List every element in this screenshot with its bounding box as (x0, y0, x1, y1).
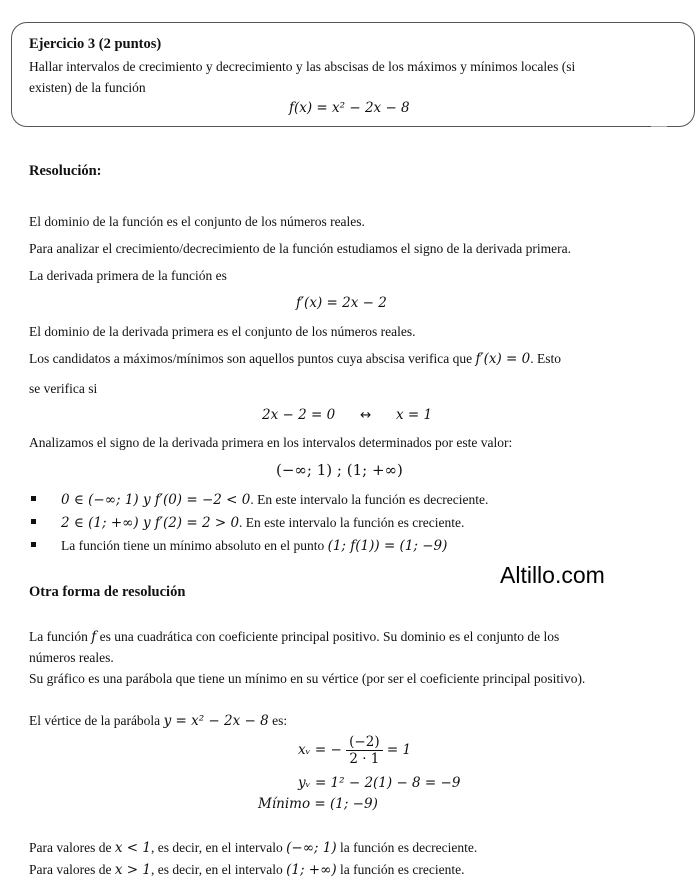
alternative-p1-start: La función (29, 629, 88, 644)
alternative-p4-interval: (−∞; 1) (286, 840, 337, 856)
equivalence-arrow: ↔ (360, 407, 372, 423)
alternative-p3-start: El vértice de la parábola (29, 713, 161, 728)
equation-right: x = 1 (396, 407, 433, 423)
resolution-p7: Analizamos el signo de la derivada primera en los intervalos determinados por este valor: (29, 435, 513, 450)
bullet-marker (31, 542, 36, 547)
resolution-p5-text: Los candidatos a máximos/mínimos son aquellos puntos cuya abscisa verifica que (29, 351, 473, 366)
resolution-p3: La derivada primera de la función es (29, 268, 227, 283)
bullet-item-3 (61, 537, 447, 555)
bullet-3-math: (1; f(1)) = (1; −9) (327, 538, 448, 554)
alternative-p5-math: x > 1 (114, 862, 151, 878)
altillo-watermark: Altillo.com (500, 562, 605, 588)
exercise-title: Ejercicio 3 (2 puntos) (29, 36, 162, 52)
resolution-p6: se verifica si (29, 381, 98, 396)
alternative-p4 (29, 839, 477, 857)
bullet-marker (31, 496, 36, 501)
alternative-p3 (29, 712, 287, 730)
bullet-2-math: 2 ∈ (1; +∞) y f′(2) = 2 > 0 (61, 515, 240, 531)
alternative-p1-f: f (91, 629, 97, 645)
minimum-point: Mínimo = (1; −9) (258, 796, 378, 812)
exercise-statement-line1: Hallar intervalos de crecimiento y decrecimiento y las abscisas de los máximos y mínimos locales (si (29, 59, 576, 74)
vertex-x-rhs: = 1 (386, 742, 412, 758)
exercise-function: f(x) = x² − 2x − 8 (289, 100, 410, 116)
alternative-p4-start: Para valores de (29, 840, 112, 855)
alternative-p5-mid: , es decir, en el intervalo (150, 862, 283, 877)
alternative-p2: Su gráfico es una parábola que tiene un mínimo en su vértice (por ser el coeficiente principal positivo). (29, 671, 586, 686)
resolution-p5-end: . Esto (530, 351, 561, 366)
vertex-x-denominator: 2 · 1 (349, 751, 380, 767)
alternative-p1 (29, 628, 697, 646)
intervals: (−∞; 1) ; (1; +∞) (276, 461, 403, 479)
vertex-x-numerator: (−2) (346, 734, 382, 751)
alternative-p3-math: y = x² − 2x − 8 (163, 713, 269, 729)
alternative-p4-mid: , es decir, en el intervalo (150, 840, 283, 855)
vertex-x-formula (298, 734, 411, 767)
alternative-p4-math: x < 1 (114, 840, 151, 856)
bullet-1-math: 0 ∈ (−∞; 1) y f′(0) = −2 < 0 (61, 492, 251, 508)
vertex-x-fraction (346, 734, 382, 767)
resolution-p2: Para analizar el crecimiento/decrecimiento de la función estudiamos el signo de la derivada primera. (29, 241, 572, 256)
resolution-p1: El dominio de la función es el conjunto de los números reales. (29, 214, 365, 229)
bullet-marker (31, 519, 36, 524)
alternative-p5-end: la función es creciente. (340, 862, 465, 877)
exercise-box-underline (651, 126, 667, 127)
alternative-p4-end: la función es decreciente. (340, 840, 478, 855)
bullet-item-1 (61, 491, 488, 509)
alternative-p5-interval: (1; +∞) (286, 862, 337, 878)
bullet-1-text: . En este intervalo la función es decreciente. (250, 492, 489, 507)
bullet-3-text: La función tiene un mínimo absoluto en el punto (61, 538, 325, 553)
resolution-p5 (29, 350, 561, 368)
exercise-statement-line2: existen) de la función (29, 80, 146, 95)
alternative-p1-rest: es una cuadrática con coeficiente principal positivo. Su dominio es el conjunto de los (99, 629, 560, 644)
resolution-p4: El dominio de la derivada primera es el conjunto de los números reales. (29, 324, 416, 339)
resolution-heading: Resolución: (29, 163, 102, 179)
vertex-y-formula: yᵥ = 1² − 2(1) − 8 = −9 (298, 775, 461, 791)
equation-left: 2x − 2 = 0 (262, 407, 336, 423)
alternative-p3-end: es: (272, 713, 288, 728)
alternative-p5-start: Para valores de (29, 862, 112, 877)
bullet-2-text: . En este intervalo la función es creciente. (239, 515, 465, 530)
alternative-heading: Otra forma de resolución (29, 584, 186, 600)
alternative-p1-end: números reales. (29, 650, 114, 665)
resolution-p5-math: f′(x) = 0 (475, 351, 531, 367)
alternative-p5 (29, 861, 464, 879)
bullet-item-2 (61, 514, 464, 532)
vertex-x-lhs: xᵥ = − (298, 742, 342, 758)
derivative-formula: f′(x) = 2x − 2 (296, 295, 387, 311)
